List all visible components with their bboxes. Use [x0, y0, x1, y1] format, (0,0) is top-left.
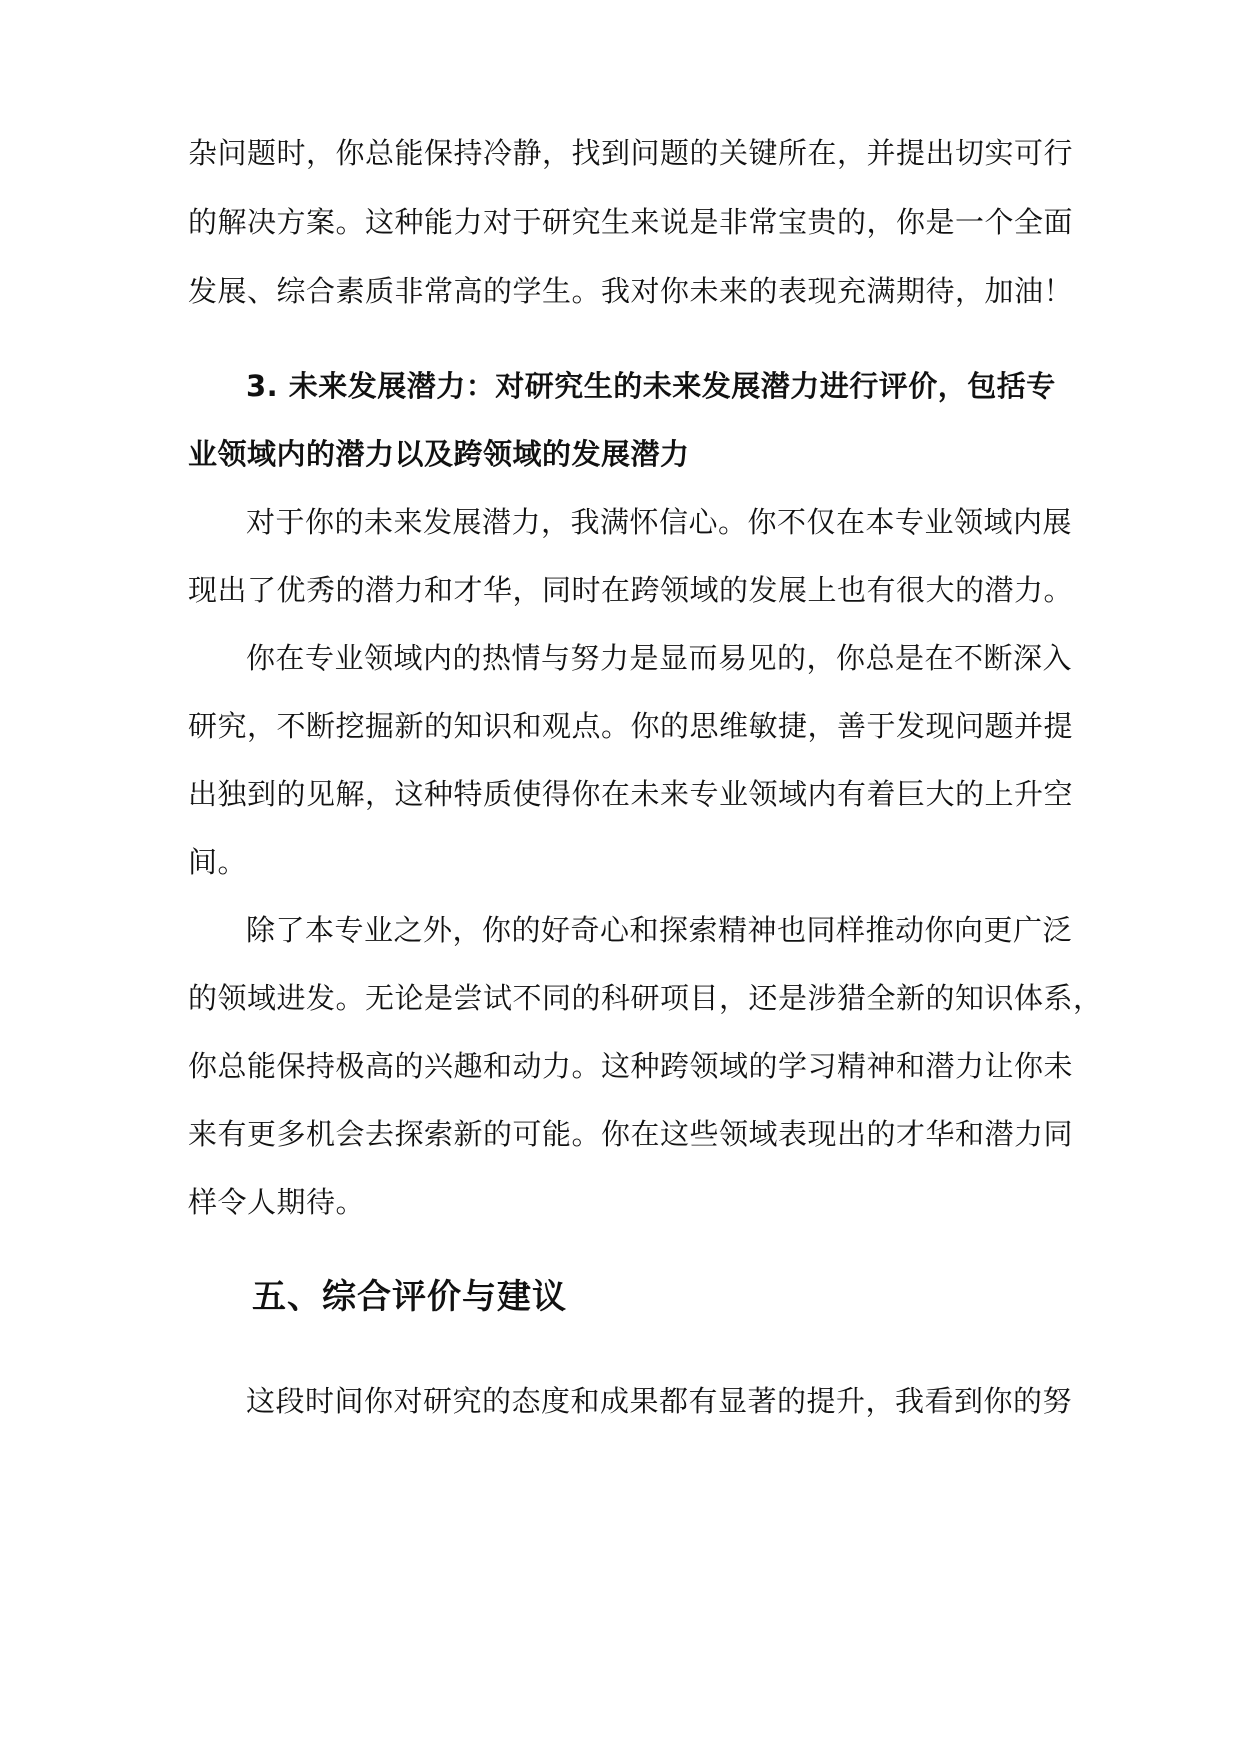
paragraph-line: 间。	[188, 845, 248, 879]
paragraph-line: 的领域进发。无论是尝试不同的科研项目，还是涉猎全新的知识体系，	[188, 981, 1103, 1015]
paragraph-line: 你在专业领域内的热情与努力是显而易见的，你总是在不断深入	[246, 641, 1073, 675]
paragraph-line: 这段时间你对研究的态度和成果都有显著的提升，我看到你的努	[246, 1384, 1073, 1418]
section-heading: 3. 未来发展潜力：对研究生的未来发展潜力进行评价，包括专	[246, 369, 1056, 403]
paragraph-line: 研究，不断挖掘新的知识和观点。你的思维敏捷，善于发现问题并提	[188, 709, 1074, 743]
section-heading: 业领域内的潜力以及跨领域的发展潜力	[188, 437, 690, 471]
paragraph-line: 出独到的见解，这种特质使得你在未来专业领域内有着巨大的上升空	[188, 777, 1074, 811]
paragraph-line: 发展、综合素质非常高的学生。我对你未来的表现充满期待，加油！	[188, 274, 1074, 308]
paragraph-line: 对于你的未来发展潜力，我满怀信心。你不仅在本专业领域内展	[246, 505, 1073, 539]
paragraph-line: 来有更多机会去探索新的可能。你在这些领域表现出的才华和潜力同	[188, 1117, 1074, 1151]
paragraph-line: 样令人期待。	[188, 1185, 366, 1219]
section-title: 五、综合评价与建议	[252, 1277, 567, 1317]
paragraph-line: 杂问题时，你总能保持冷静，找到问题的关键所在，并提出切实可行	[188, 136, 1074, 170]
paragraph-line: 现出了优秀的潜力和才华，同时在跨领域的发展上也有很大的潜力。	[188, 573, 1074, 607]
paragraph-line: 你总能保持极高的兴趣和动力。这种跨领域的学习精神和潜力让你未	[188, 1049, 1074, 1083]
paragraph-line: 的解决方案。这种能力对于研究生来说是非常宝贵的，你是一个全面	[188, 205, 1074, 239]
paragraph-line: 除了本专业之外，你的好奇心和探索精神也同样推动你向更广泛	[246, 913, 1073, 947]
